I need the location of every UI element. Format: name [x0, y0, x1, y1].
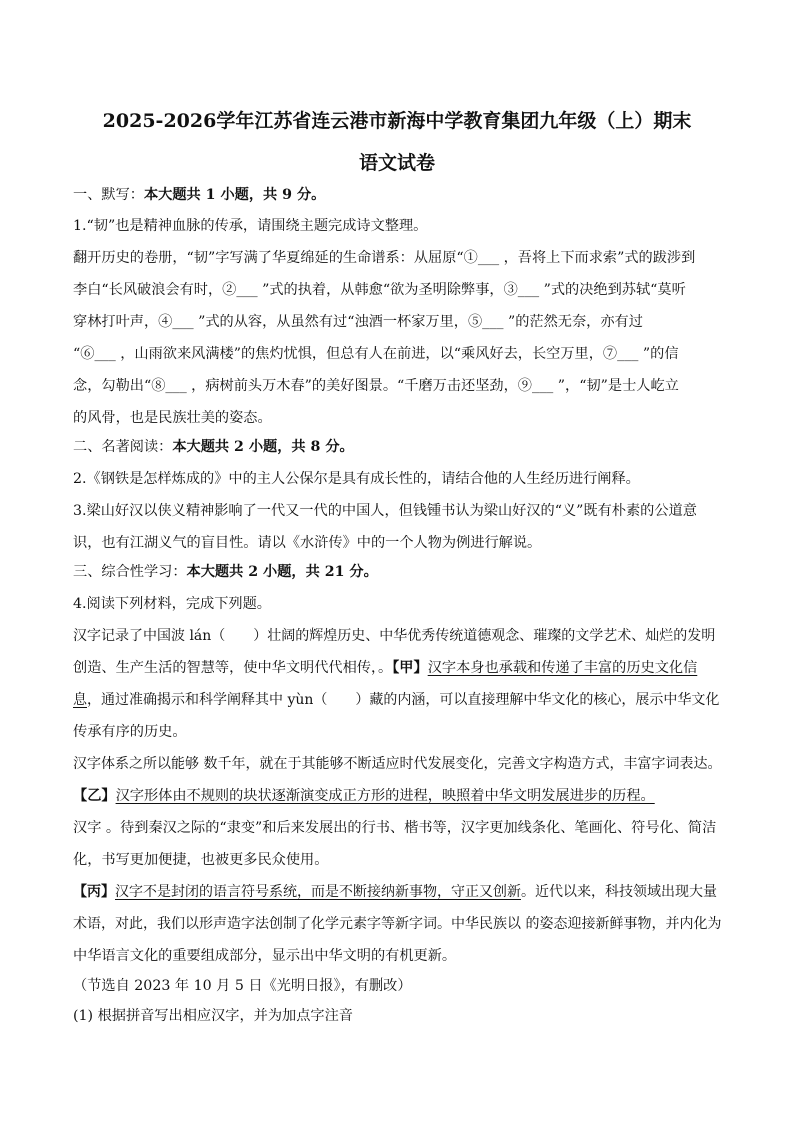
passage-line: 汉字记录了中国波 lán（ ）壮阔的辉煌历史、中华优秀传统道德观念、璀璨的文学艺术、灿烂的发明	[73, 628, 716, 644]
passage-line: 汉字 。待到秦汉之际的“隶变”和后来发展出的行书、楷书等，汉字更加线条化、笔画化、符号化、简洁	[73, 820, 717, 836]
passage-line	[73, 690, 723, 710]
marker-bing: 【丙】	[73, 884, 115, 900]
passage-line	[73, 786, 723, 806]
passage-text: 。近代以来，科技领域出现大量	[521, 884, 717, 900]
passage-line: 汉字体系之所以能够 数千年，就在于其能够不断适应时代发展变化，完善文字构造方式，丰富字词表达。	[73, 756, 722, 772]
passage-line: 术语，对此，我们以形声造字法创制了化学元素字等新字词。中华民族以 的姿态迎接新鲜事物，并内化为	[73, 916, 722, 932]
q3-line: 3.梁山好汉以侠义精神影响了一代又一代的中国人，但钱锺书认为梁山好汉的“义”既有朴素的公道意	[73, 503, 697, 519]
section-3-label: 三、综合性学习：	[73, 564, 187, 580]
section-3-desc: 本大题共 2 小题，共 21 分。	[186, 564, 378, 580]
q1-line: 穿林打叶声，④___ ”式的从容，从虽然有过“浊酒一杯家万里，⑤___ ”的茫然无奈，亦有过	[73, 314, 643, 330]
underlined-sentence-jia-end: 息	[73, 692, 87, 708]
marker-jia: 【甲】	[392, 660, 428, 676]
passage-line: 传承有序的历史。	[73, 724, 187, 740]
passage-line	[73, 658, 723, 678]
underlined-sentence-yi: 汉字形体由不规则的块状逐渐演变成正方形的进程，映照着中华文明发展进步的历程。	[115, 788, 655, 804]
passage-line: 化，书写更加便捷，也被更多民众使用。	[73, 852, 329, 868]
section-2-heading	[73, 437, 723, 457]
q3-line: 识，也有江湖义气的盲目性。请以《水浒传》中的一个人物为例进行解说。	[73, 535, 542, 551]
q1-stem: 1.“韧”也是精神血脉的传承，请围绕主题完成诗文整理。	[73, 218, 428, 234]
q1-line: 翻开历史的卷册，“韧”字写满了华夏绵延的生命谱系：从屈原“①___ ，吾将上下而求索”式的跋涉到	[73, 250, 696, 266]
passage-line: 中华语言文化的重要组成部分，显示出中华文明的有机更新。	[73, 948, 457, 964]
q4-stem: 4.阅读下列材料，完成下列题。	[73, 596, 271, 612]
section-1-label: 一、默写：	[73, 187, 144, 203]
passage-line	[73, 882, 723, 902]
q1-line: “⑥___ ，山雨欲来风满楼”的焦灼忧惧，但总有人在前进，以“乘风好去，长空万里，⑦___ ”的信	[73, 346, 679, 362]
marker-yi: 【乙】	[73, 788, 116, 804]
passage-text: 创造、生产生活的智慧等，使中华文明代代相传，。	[73, 660, 393, 676]
passage-source: （节选自 2023 年 10 月 5 日《光明日报》，有删改）	[73, 978, 412, 994]
underlined-sentence-bing: 汉字不是封闭的语言符号系统，而是不断接纳新事物，守正又创新	[115, 884, 521, 900]
section-3-heading	[73, 562, 723, 582]
underlined-sentence-jia: 汉字本身也承载和传递了丰富的历史文化信	[427, 660, 698, 676]
exam-title-line2: 语文试卷	[358, 152, 435, 174]
section-2-label: 二、名著阅读：	[73, 439, 173, 455]
q2-text: 2.《钢铁是怎样炼成的》中的主人公保尔是具有成长性的，请结合他的人生经历进行阐释。	[73, 471, 640, 487]
section-2-desc: 本大题共 2 小题，共 8 分。	[172, 439, 354, 455]
q4-subquestion-1: (1) 根据拼音写出相应汉字，并为加点字注音	[73, 1008, 353, 1024]
section-1-heading	[73, 185, 723, 205]
q1-line: 念，勾勒出“⑧___ ，病树前头万木春”的美好图景。“千磨万击还坚劲，⑨___ ”，“韧”是士人屹立	[73, 378, 679, 394]
q1-line: 李白“长风破浪会有时，②___ ”式的执着，从韩愈“欲为圣明除弊事，③___ ”式的决绝到苏轼“莫听	[73, 282, 686, 298]
exam-title-line1: 2025-2026学年江苏省连云港市新海中学教育集团九年级（上）期末	[102, 110, 692, 132]
q1-line: 的风骨，也是民族壮美的姿态。	[73, 410, 272, 426]
section-1-desc: 本大题共 1 小题，共 9 分。	[143, 187, 326, 203]
passage-text: ，通过准确揭示和科学阐释其中 yùn（ ）藏的内涵，可以直接理解中华文化的核心，展示中华文化	[87, 692, 720, 708]
